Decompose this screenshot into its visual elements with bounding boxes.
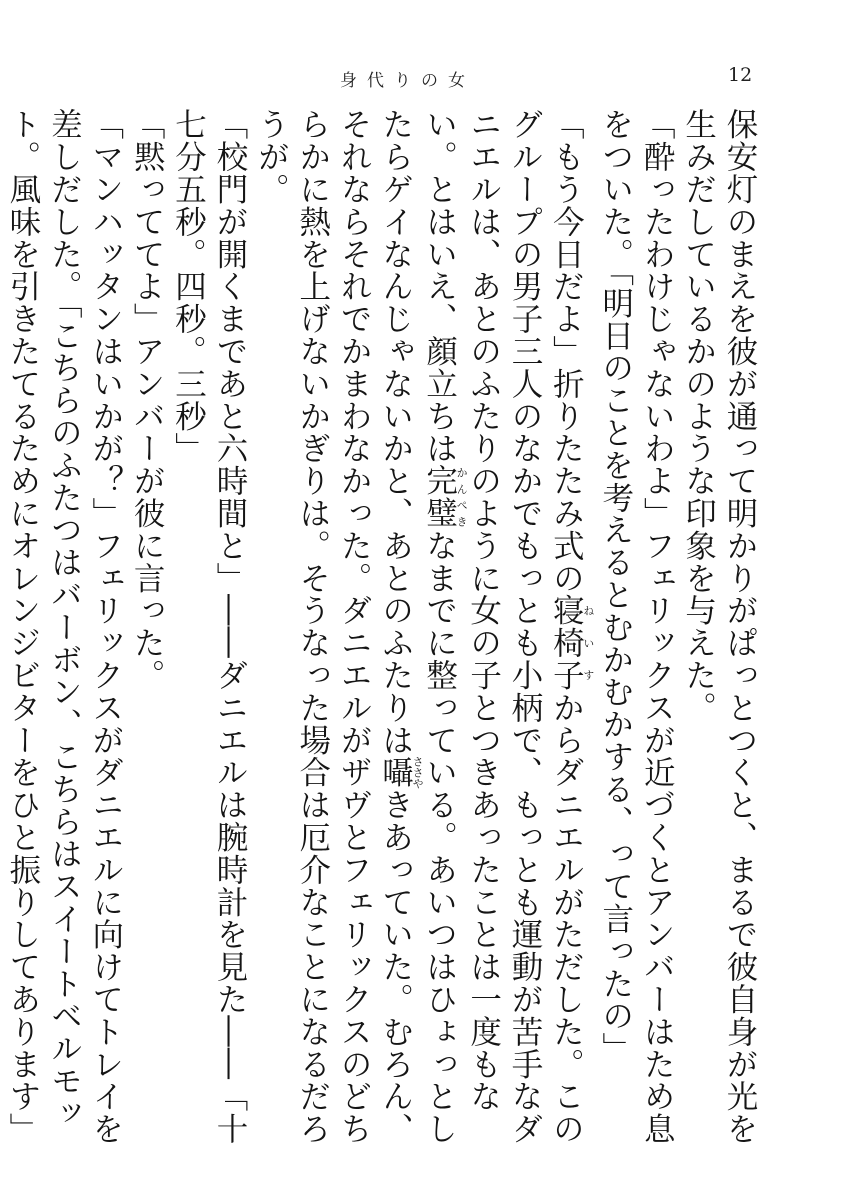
paragraph	[594, 108, 677, 1148]
ruby-base: 囁	[377, 755, 414, 789]
text-run: 「もう今日だよ」折りたたみ式の	[548, 108, 585, 594]
paragraph	[677, 108, 760, 1148]
running-title: 身代りの女	[340, 71, 475, 91]
text-run: きあっていた。むろん、それならそれでかまわなかった。ダニエルがザヴとフェリックスのどちらかに熱を上げないかぎりは。そうなった場合は厄介なことになるだろうが。	[253, 108, 414, 1145]
ruby-reading: ささや	[411, 755, 425, 789]
ruby-word	[548, 594, 595, 692]
vertical-body-text	[4, 108, 760, 1148]
text-run: 「黙っててよ」アンバーが彼に言った。	[129, 108, 166, 692]
paragraph	[2, 108, 126, 1148]
page-number: 12	[728, 64, 753, 86]
paragraph	[167, 108, 250, 1148]
ruby-word	[421, 464, 469, 530]
ruby-base: 寝椅子	[548, 594, 585, 692]
text-run: なまでに整っている。あいつはひょっとしたらゲイなんじゃないかと、あとのふたりは	[377, 108, 458, 1145]
ruby-reading: かんぺき	[455, 464, 469, 530]
ruby-reading: ねいす	[581, 594, 595, 692]
text-run: 「マンハッタンはいかが？」フェリックスがダニエルに向けてトレイを差しだした。「こちらのふたつはバーボン、こちらはスイートベルモット。風味を引きたてるためにオレンジビターをひと振りしてあります」	[4, 108, 124, 1145]
ruby-word	[377, 755, 425, 789]
text-run: 「校門が開くまであと六時間と」――ダニエルは腕時計を見た――「十七分五秒。四秒。三秒」	[170, 108, 248, 1145]
paragraph	[250, 108, 594, 1148]
ruby-base: 完璧	[421, 464, 458, 530]
paragraph	[126, 108, 167, 1148]
text-run: 「酔ったわけじゃないわよ」フェリックスが近づくとアンバーはため息をついた。「明日のことを考えるとむかむかする、って言ったの」	[597, 108, 676, 1145]
text-run: からダニエルがただした。このグループの男子三人のなかでもっとも小柄で、もっとも運動が苦手なダニエルは、あとのふたりのように女の子とつきあったことは一度もない。とはいえ、顔立ちは	[421, 108, 585, 1145]
text-run: 保安灯のまえを彼が通って明かりがぱっとつくと、まるで彼自身が光を生みだしているかのような印象を与えた。	[680, 108, 758, 1145]
